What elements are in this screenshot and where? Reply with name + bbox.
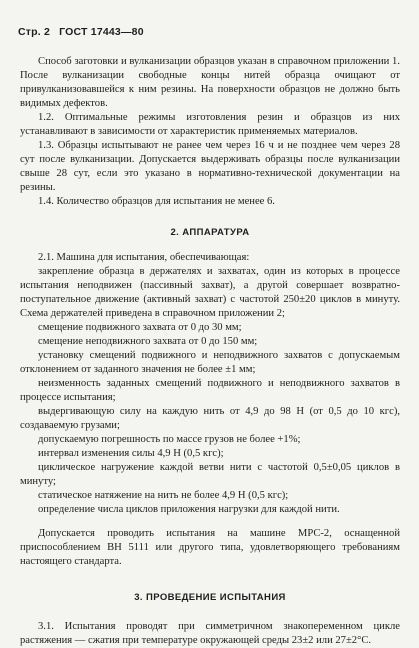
list-item-pullout-force: выдергивающую силу на каждую нить от 4,9 до 98 Н (от 0,5 до 10 кгс), создаваемую грузами; bbox=[20, 406, 400, 431]
list-item-cyclic-loading: циклическое нагружение каждой ветви нити с частотой 0,5±0,05 циклов в минуту; bbox=[20, 462, 400, 487]
list-item-cycle-count: определение числа циклов приложения нагрузки для каждой нити. bbox=[38, 504, 340, 515]
section-3-heading: 3. ПРОВЕДЕНИЕ ИСПЫТАНИЯ bbox=[134, 592, 286, 603]
paragraph-2-1: 2.1. Машина для испытания, обеспечивающая: bbox=[38, 252, 250, 263]
paragraph-1-4: 1.4. Количество образцов для испытания не менее 6. bbox=[38, 196, 275, 207]
page-number: Стр. 2 bbox=[18, 26, 51, 38]
page-header bbox=[18, 26, 150, 38]
list-item-offset-tolerance: установку смещений подвижного и неподвижного захватов с допускаемым отклонением от заданного значения не более ±1 мм; bbox=[20, 350, 400, 375]
list-item-mass-error: допускаемую погрешность по массе грузов не более +1%; bbox=[38, 434, 301, 445]
paragraph-3-1: 3.1. Испытания проводят при симметричном знакопеременном цикле растяжения — сжатия при температуре окружающей среды 23±2 или 27±2°С. bbox=[20, 621, 400, 646]
paragraph-1-3: 1.3. Образцы испытывают не ранее чем через 16 ч и не позднее чем через 28 сут после вулканизации. Допускается выдерживать образцы после вулканизации свыше 28 сут, если это указано в нормативно-технической документации на резины. bbox=[20, 140, 400, 193]
list-item-grips: закрепление образца в держателях и захватах, один из которых в процессе испытания неподвижен (пассивный захват), а другой совершает возвратно-поступательное движение (активный захват) с частотой 250±20 циклов в минуту. Схема держателей приведена в справочном приложении 2; bbox=[20, 266, 400, 319]
paragraph-1-2: 1.2. Оптимальные режимы изготовления резин и образцов из них устанавливают в зависимости от характеристик применяемых материалов. bbox=[20, 112, 400, 137]
document-body bbox=[20, 55, 400, 648]
section-2-heading: 2. АППАРАТУРА bbox=[170, 227, 250, 238]
paragraph-1-1: Способ заготовки и вулканизации образцов указан в справочном приложении 1. После вулканизации свободные концы нитей образца очищают от привулканизовавшейся к ним резины. На поверхности образцов не должно быть видимых дефектов. bbox=[20, 56, 400, 109]
list-item-fixed-offset: смещение неподвижного захвата от 0 до 150 мм; bbox=[38, 336, 258, 347]
list-item-offset-constancy: неизменность заданных смещений подвижного и неподвижного захватов в процессе испытания; bbox=[20, 378, 400, 403]
paragraph-2-note: Допускается проводить испытания на машине МРС-2, оснащенной приспособлением ВН 5111 или другого типа, удовлетворяющего требованиям настоящего стандарта. bbox=[20, 528, 400, 567]
standard-number: ГОСТ 17443—80 bbox=[59, 26, 144, 38]
list-item-force-interval: интервал изменения силы 4,9 Н (0,5 кгс); bbox=[38, 448, 224, 459]
list-item-movable-offset: смещение подвижного захвата от 0 до 30 мм; bbox=[38, 322, 242, 333]
list-item-static-tension: статическое натяжение на нить не более 4,9 Н (0,5 кгс); bbox=[38, 490, 289, 501]
